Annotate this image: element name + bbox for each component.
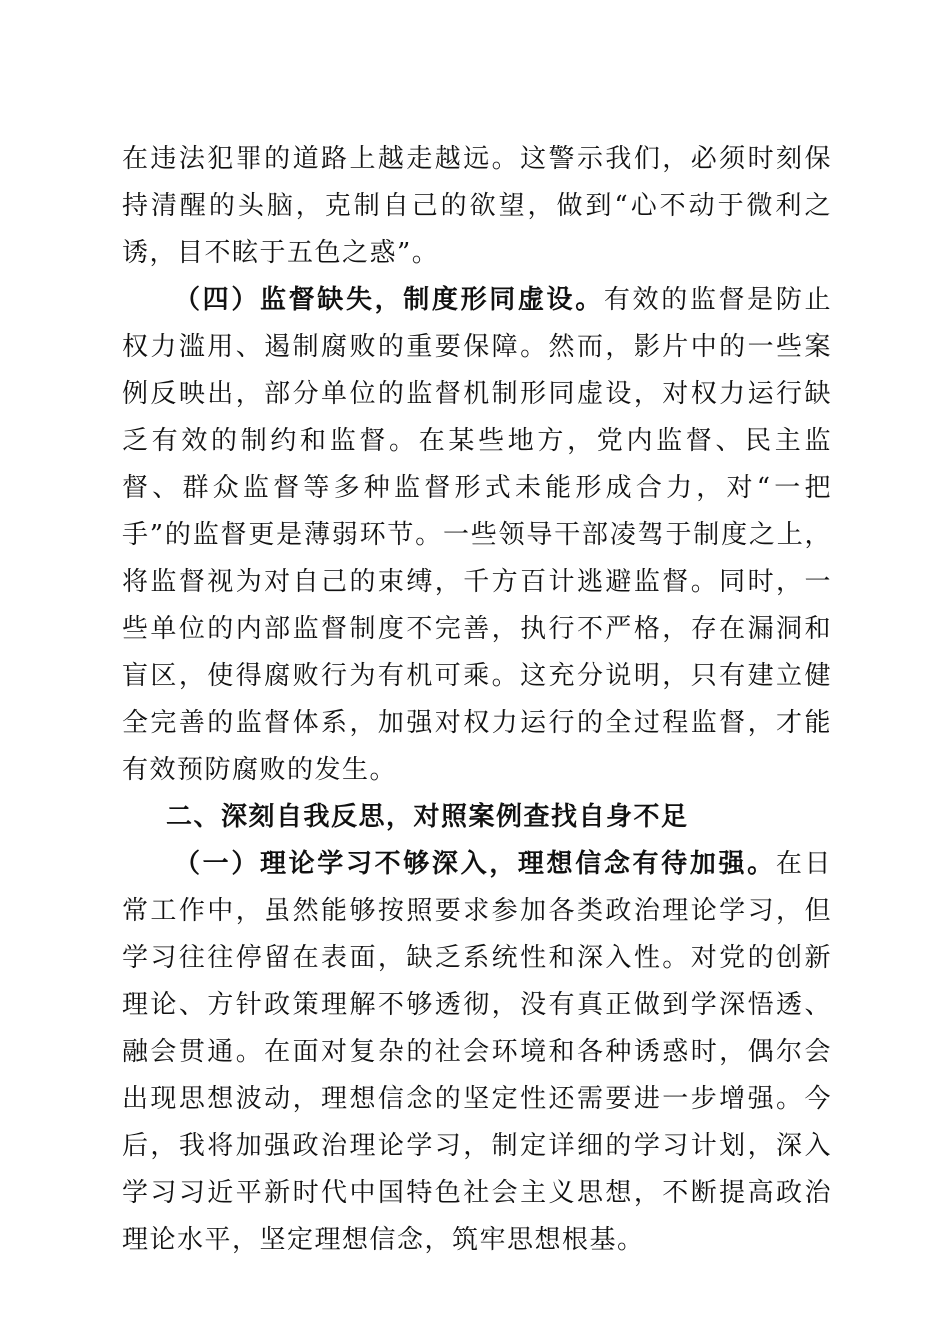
- paragraph-supervision: [122, 277, 832, 794]
- paragraph-body: 有效的监督是防止权力滥用、遏制腐败的重要保障。然而，影片中的一些案例反映出，部分单位的监督机制形同虚设，对权力运行缺乏有效的制约和监督。在某些地方，党内监督、民主监督、群众监督等多种监督形式未能形成合力，对“一把手”的监督更是薄弱环节。一些领导干部凌驾于制度之上，将监督视为对自己的束缚，千方百计逃避监督。同时，一些单位的内部监督制度不完善，执行不严格，存在漏洞和盲区，使得腐败行为有机可乘。这充分说明，只有建立健全完善的监督体系，加强对权力运行的全过程监督，才能有效预防腐败的发生。: [122, 285, 832, 785]
- section-heading: 二、深刻自我反思，对照案例查找自身不足: [166, 802, 689, 832]
- document-page: [122, 136, 832, 1264]
- paragraph-theory-study: [122, 841, 832, 1264]
- paragraph-continuation: 在违法犯罪的道路上越走越远。这警示我们，必须时刻保持清醒的头脑，克制自己的欲望，做到“心不动于微利之诱，目不眩于五色之惑”。: [122, 144, 832, 268]
- paragraph-lead: （四）监督缺失，制度形同虚设。: [174, 285, 604, 315]
- paragraph-body: 在日常工作中，虽然能够按照要求参加各类政治理论学习，但学习往往停留在表面，缺乏系统性和深入性。对党的创新理论、方针政策理解不够透彻，没有真正做到学深悟透、融会贯通。在面对复杂的社会环境和各种诱惑时，偶尔会出现思想波动，理想信念的坚定性还需要进一步增强。今后，我将加强政治理论学习，制定详细的学习计划，深入学习习近平新时代中国特色社会主义思想，不断提高政治理论水平，坚定理想信念，筑牢思想根基。: [122, 849, 832, 1255]
- paragraph-lead: （一）理论学习不够深入，理想信念有待加强。: [174, 849, 776, 879]
